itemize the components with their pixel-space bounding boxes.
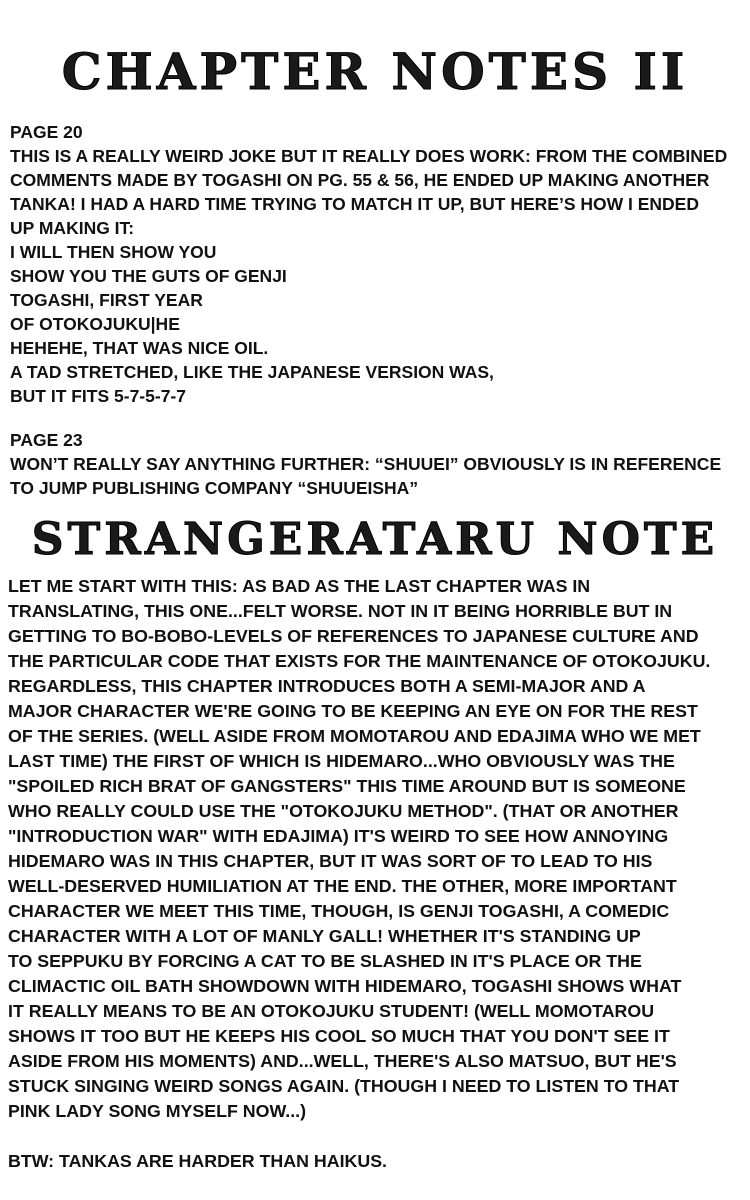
page23-line: WON’T REALLY SAY ANYTHING FURTHER: “SHUUEI” OBVIOUSLY IS IN REFERENCE xyxy=(10,454,722,474)
tanka-line: HEHEHE, THAT WAS NICE OIL. xyxy=(10,338,269,358)
note-line: HIDEMARO WAS IN THIS CHAPTER, BUT IT WAS SORT OF TO LEAD TO HIS xyxy=(8,851,653,871)
tanka-line: OF OTOKOJUKU|HE xyxy=(10,314,180,334)
note-line: "SPOILED RICH BRAT OF GANGSTERS" THIS TIME AROUND BUT IS SOMEONE xyxy=(8,776,686,796)
page20-label: PAGE 20 xyxy=(10,122,83,142)
note-line: ASIDE FROM HIS MOMENTS) AND...WELL, THERE'S ALSO MATSUO, BUT HE'S xyxy=(8,1051,677,1071)
note-line: CHARACTER WE MEET THIS TIME, THOUGH, IS GENJI TOGASHI, A COMEDIC xyxy=(8,901,670,921)
note-line: WHO REALLY COULD USE THE "OTOKOJUKU METHOD". (THAT OR ANOTHER xyxy=(8,801,679,821)
btw-line: BTW: TANKAS ARE HARDER THAN HAIKUS. xyxy=(8,1151,387,1171)
chapter-notes-body xyxy=(10,120,745,500)
note-line: MAJOR CHARACTER WE'RE GOING TO BE KEEPING AN EYE ON FOR THE REST xyxy=(8,701,698,721)
note-line: "INTRODUCTION WAR" WITH EDAJIMA) IT'S WEIRD TO SEE HOW ANNOYING xyxy=(8,826,669,846)
note-line: LET ME START WITH THIS: AS BAD AS THE LAST CHAPTER WAS IN xyxy=(8,576,591,596)
tanka-line: TOGASHI, FIRST YEAR xyxy=(10,290,203,310)
section-spacer xyxy=(10,408,745,428)
note-line: WELL-DESERVED HUMILIATION AT THE END. THE OTHER, MORE IMPORTANT xyxy=(8,876,677,896)
page20-line: BUT IT FITS 5-7-5-7-7 xyxy=(10,386,186,406)
note-line: THE PARTICULAR CODE THAT EXISTS FOR THE MAINTENANCE OF OTOKOJUKU. xyxy=(8,651,711,671)
strangerataru-note-body xyxy=(8,574,746,1174)
page20-line: THIS IS A REALLY WEIRD JOKE BUT IT REALLY DOES WORK: FROM THE COMBINED xyxy=(10,146,728,166)
page20-line: UP MAKING IT: xyxy=(10,218,135,238)
page20-line: A TAD STRETCHED, LIKE THE JAPANESE VERSION WAS, xyxy=(10,362,494,382)
note-line: STUCK SINGING WEIRD SONGS AGAIN. (THOUGH I NEED TO LISTEN TO THAT xyxy=(8,1076,680,1096)
tanka-line: SHOW YOU THE GUTS OF GENJI xyxy=(10,266,287,286)
note-line: IT REALLY MEANS TO BE AN OTOKOJUKU STUDENT! (WELL MOMOTAROU xyxy=(8,1001,655,1021)
chapter-notes-title: CHAPTER NOTES II xyxy=(61,42,689,101)
tanka-line: I WILL THEN SHOW YOU xyxy=(10,242,217,262)
note-line: REGARDLESS, THIS CHAPTER INTRODUCES BOTH A SEMI-MAJOR AND A xyxy=(8,676,646,696)
strangerataru-note-title: STRANGERATARU NOTE xyxy=(31,514,719,565)
note-line: OF THE SERIES. (WELL ASIDE FROM MOMOTAROU AND EDAJIMA WHO WE MET xyxy=(8,726,701,746)
note-line: TRANSLATING, THIS ONE...FELT WORSE. NOT IN IT BEING HORRIBLE BUT IN xyxy=(8,601,673,621)
note-line: CHARACTER WITH A LOT OF MANLY GALL! WHETHER IT'S STANDING UP xyxy=(8,926,641,946)
page20-line: COMMENTS MADE BY TOGASHI ON PG. 55 & 56, HE ENDED UP MAKING ANOTHER xyxy=(10,170,710,190)
page20-line: TANKA! I HAD A HARD TIME TRYING TO MATCH IT UP, BUT HERE’S HOW I ENDED xyxy=(10,194,699,214)
note-line: CLIMACTIC OIL BATH SHOWDOWN WITH HIDEMARO, TOGASHI SHOWS WHAT xyxy=(8,976,682,996)
page23-label: PAGE 23 xyxy=(10,430,83,450)
note-line: TO SEPPUKU BY FORCING A CAT TO BE SLASHED IN IT'S PLACE OR THE xyxy=(8,951,642,971)
note-line: LAST TIME) THE FIRST OF WHICH IS HIDEMARO...WHO OBVIOUSLY WAS THE xyxy=(8,751,675,771)
note-line: GETTING TO BO-BOBO-LEVELS OF REFERENCES TO JAPANESE CULTURE AND xyxy=(8,626,699,646)
note-line: SHOWS IT TOO BUT HE KEEPS HIS COOL SO MUCH THAT YOU DON'T SEE IT xyxy=(8,1026,670,1046)
note-line: PINK LADY SONG MYSELF NOW...) xyxy=(8,1101,307,1121)
page23-line: TO JUMP PUBLISHING COMPANY “SHUUEISHA” xyxy=(10,478,419,498)
